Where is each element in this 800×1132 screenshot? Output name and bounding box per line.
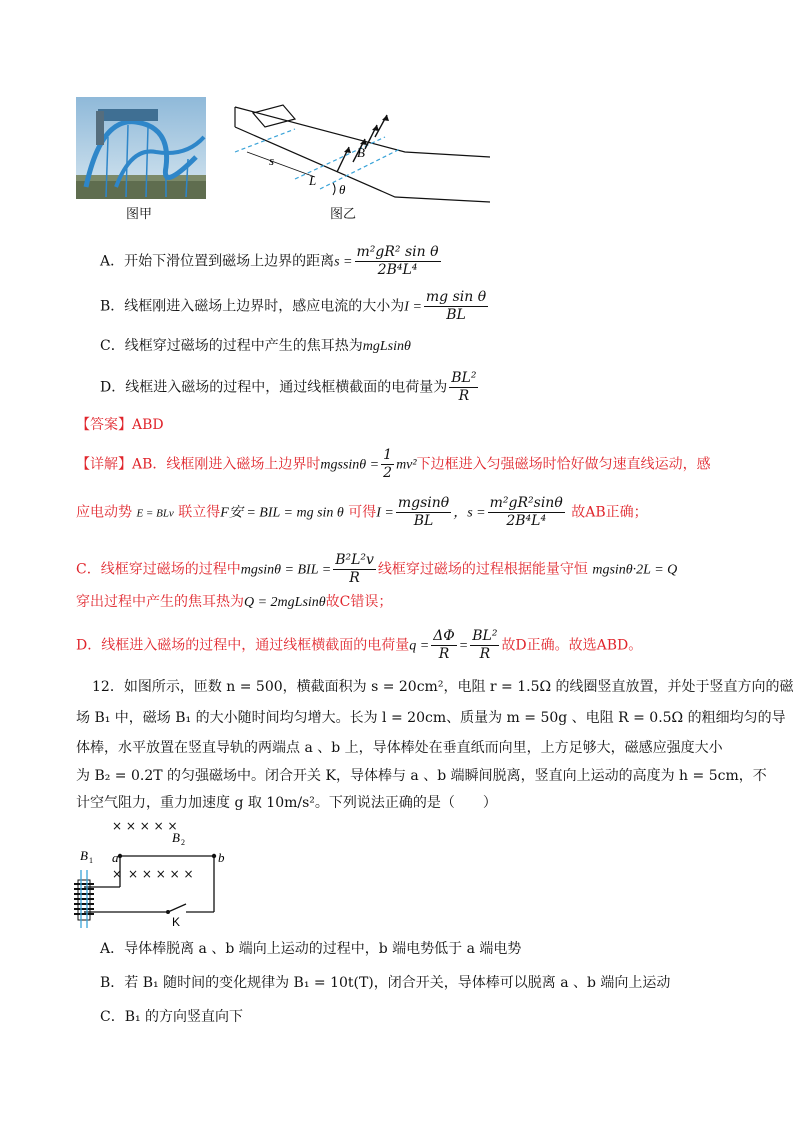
fig-b-caption: 图乙 <box>330 207 357 222</box>
option-d: D．线框进入磁场的过程中，通过线框横截面的电荷量为 $\frac{\text{BL²}}{R}$ <box>100 370 477 404</box>
label-L: L <box>309 173 317 188</box>
detail-line-3: C．线框穿过磁场的过程中mgsinθ = BIL = $\frac{\text{B²L²v}}{R}$ 线框穿过磁场的过程根据能量守恒 mgsinθ·2L = Q <box>76 552 678 586</box>
roller-coaster-photo <box>76 97 206 199</box>
detail-line-2: 应电动势 E = BLv 联立得F安 = BIL = mg sin θ 可得I = $\frac{mgsin\theta}{BL}$ ，s = $\frac{\text{m²gR²sinθ}}{\text{2B⁴L⁴}}$ 故AB正确； <box>76 495 648 529</box>
detail-line-5: D．线框进入磁场的过程中，通过线框横截面的电荷量q = $\frac{\Delta\Phi}{R}$ = $\frac{\text{BL²}}{R}$ 故D正确。故选ABD。 <box>76 628 643 662</box>
q12-option-c: C．B₁ 的方向竖直向下 <box>100 1009 244 1025</box>
q12-line-4: 为 B₂ = 0.2T 的匀强磁场中。闭合开关 K，导体棒与 a 、b 端瞬间脱离，竖直向上运动的高度为 h = 5cm，不 <box>76 768 767 784</box>
label-B1: B <box>80 848 88 863</box>
q12-line-5: 计空气阻力，重力加速度 g 取 10m/s²。下列说法正确的是（ ） <box>76 795 497 811</box>
label-theta: θ <box>339 182 346 197</box>
answer: 【答案】ABD <box>76 417 164 433</box>
inclined-rails-diagram <box>225 97 495 207</box>
q12-option-a: A．导体棒脱离 a 、b 端向上运动的过程中，b 端电势低于 a 端电势 <box>100 941 522 957</box>
svg-text:× × × × ×: × × × × × <box>128 867 194 881</box>
label-b: b <box>218 850 225 865</box>
label-a: a <box>112 850 119 865</box>
detail-line-1: 【详解】AB．线框刚进入磁场上边界时mgssinθ = $\frac{1}{2}$ mv²下边框进入匀强磁场时恰好做匀速直线运动，感 <box>76 447 711 481</box>
q12-line-3: 体棒，水平放置在竖直导轨的两端点 a 、b 上，导体棒处在垂直纸而向里，上方足够大，磁感应强度大小 <box>76 740 723 756</box>
fig-a-caption: 图甲 <box>126 207 153 222</box>
label-B: B <box>357 145 365 160</box>
option-c: C．线框穿过磁场的过程中产生的焦耳热为mgLsinθ <box>100 338 411 354</box>
detail-line-4: 穿出过程中产生的焦耳热为Q = 2mgLsinθ故C错误； <box>76 594 393 610</box>
circuit-diagram <box>68 812 238 930</box>
svg-text:× × × × ×: × × × × × <box>112 819 178 833</box>
svg-text:2: 2 <box>181 838 185 847</box>
label-B2: B <box>172 830 180 845</box>
q12-option-b: B．若 B₁ 随时间的变化规律为 B₁ = 10t(T)，闭合开关，导体棒可以脱离 a 、b 端向上运动 <box>100 975 671 991</box>
svg-text:×: × <box>112 867 123 881</box>
q12-line-2: 场 B₁ 中，磁场 B₁ 的大小随时间均匀增大。长为 l = 20cm、质量为 m = 50g 、电阻 R = 0.5Ω 的粗细均匀的导 <box>76 710 786 726</box>
option-a: A．开始下滑位置到磁场上边界的距离s = $\frac{\text{m²gR² sin θ}}{\text{2B⁴L⁴}}$ <box>100 244 439 278</box>
svg-text:1: 1 <box>89 856 93 865</box>
option-b: B．线框刚进入磁场上边界时，感应电流的大小为I = $\frac{\text{mg sin θ}}{BL}$ <box>100 289 487 323</box>
label-s: s <box>269 153 275 168</box>
label-K: K <box>172 915 181 929</box>
q12-line-1: 12．如图所示，匝数 n = 500，横截面积为 s = 20cm²，电阻 r = 1.5Ω 的线圈竖直放置，并处于竖直方向的磁 <box>92 679 794 695</box>
